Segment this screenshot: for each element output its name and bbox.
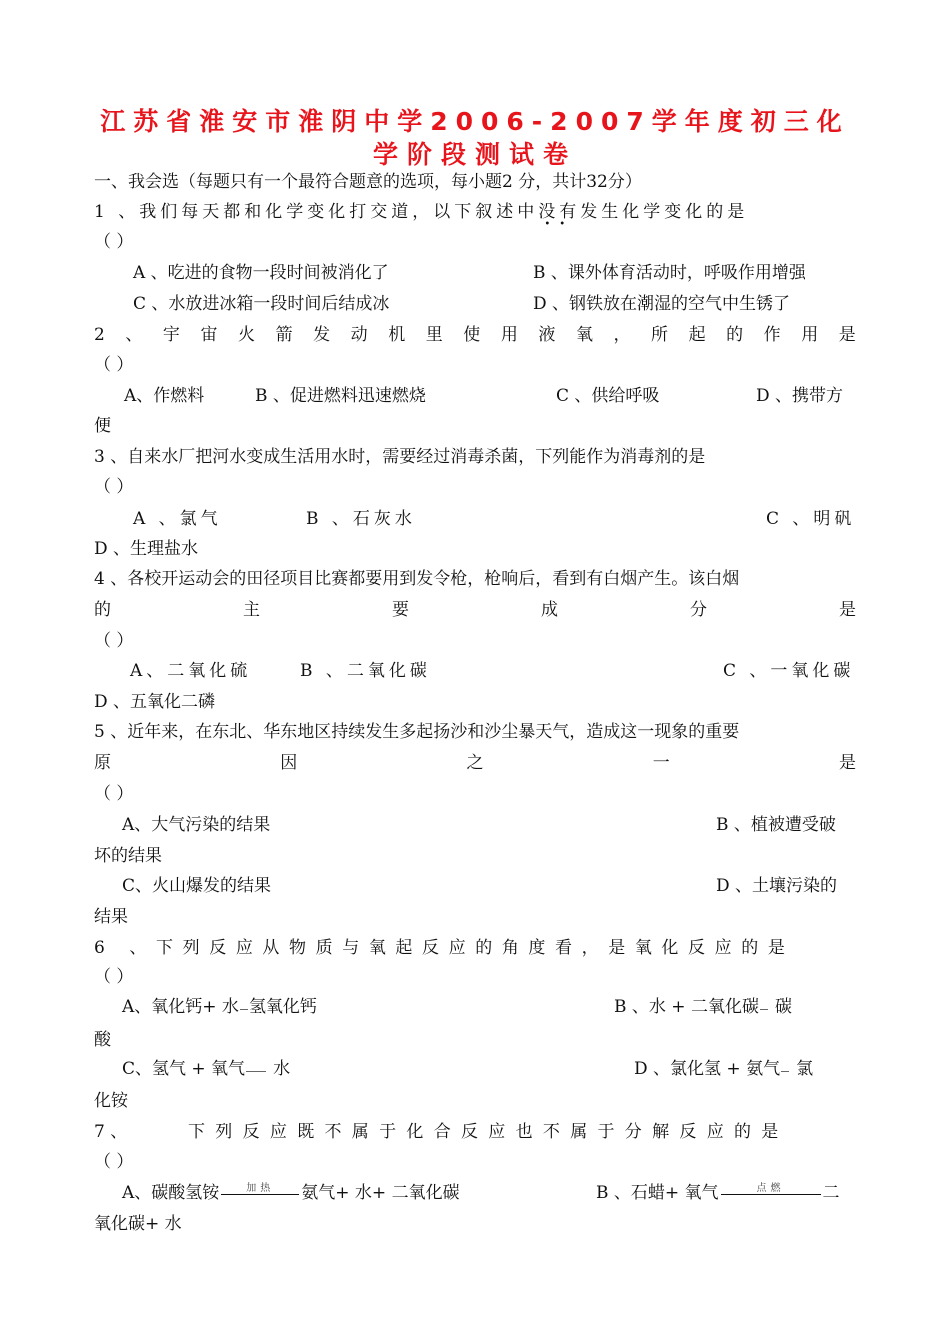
q4-option-d: D 、五氧化二磷 [94,692,216,712]
q1-option-d: D 、钢铁放在潮湿的空气中生锈了 [533,294,791,314]
question-2-stem: 2 、 宇 宙 火 箭 发 动 机 里 使 用 液 氧 ， 所 起 的 作 用 是 [94,325,856,345]
q2-option-b: B 、促进燃料迅速燃烧 [255,386,426,406]
q3-option-d: D 、生理盐水 [94,539,199,559]
question-5-stem: 5 、近年来，在东北、华东地区持续发生多起扬沙和沙尘暴天气，造成这一现象的重要 [94,722,740,742]
q6-option-d-cont: 化铵 [94,1091,128,1111]
q1-option-b: B 、课外体育活动时，呼吸作用增强 [533,263,806,283]
q6-b-products: 碳 [774,997,792,1017]
q6-b-reactants: B 、水 + 二氧化碳 [614,997,759,1017]
q2-option-d-cont: 便 [94,416,111,436]
q6-d-reactants: D 、氯化氢 + 氨气 [634,1059,781,1079]
q6-option-d [634,1059,813,1079]
q6-d-products: 氯 [796,1059,814,1079]
q6-option-c [122,1059,290,1079]
q6-c-products: 水 [273,1059,291,1079]
q3-option-b: B 、石灰水 [306,509,416,529]
title-line-1: 江苏省淮安市淮阴中学2006-2007学年度初三化 [100,107,850,136]
question-6-stem: 6 、下列反应从物质与氧起反应的角度看，是氧化反应的是 [94,938,795,958]
q4-option-c: C 、一氧化碳 [723,661,855,681]
q7-option-b [596,1183,840,1203]
q1-option-c: C 、水放进冰箱一段时间后结成冰 [133,294,390,314]
question-1-stem [94,202,749,230]
q6-c-reactants: C、氢气 + 氧气 [122,1059,246,1079]
q6-option-b [614,997,792,1017]
q5-option-a: A、大气污染的结果 [122,815,271,835]
q7-b-products: 二 [822,1183,840,1203]
q3-option-c: C 、明矾 [766,509,856,529]
question-4-stem: 4 、各校开运动会的田径项目比赛都要用到发令枪，枪响后，看到有白烟产生。该白烟 [94,569,740,589]
q3-blank: （ ） [94,477,134,497]
q7-blank: （ ） [94,1152,134,1172]
q1-blank: （ ） [94,232,134,252]
q6-a-reactants: A、氧化钙+ 水 [122,997,239,1017]
q1-emphasis: 没有 •• [538,202,581,230]
q7-a-reactants: A、碳酸氢铵 [122,1183,220,1203]
q5-option-d-cont: 结果 [94,907,128,927]
q4-option-b: B 、二氧化碳 [300,661,431,681]
section-heading: 一、我会选（每题只有一个最符合题意的选项，每小题2 分，共计32分） [94,172,642,192]
q6-option-a [122,997,317,1017]
reaction-condition: 加热 [246,1183,275,1194]
q2-option-d: D 、携带方 [756,386,844,406]
reaction-arrow-icon [221,1183,299,1203]
question-3-stem: 3 、自来水厂把河水变成生活用水时，需要经过消毒杀菌，下列能作为消毒剂的是 [94,447,706,467]
reaction-arrow-icon [239,997,249,1011]
q1-stem-after: 发生化学变化的是 [580,202,749,222]
q1-stem-before: 1 、我们每天都和化学变化打交道，以下叙述中 [94,202,539,222]
q5-option-b: B 、植被遭受破 [716,815,836,835]
title-line-2: 学阶段测试卷 [372,140,577,169]
q4-option-a: A、二氧化硫 [130,661,252,681]
q7-option-a [122,1183,460,1203]
reaction-arrow-icon [245,1059,267,1073]
reaction-arrow-icon [721,1183,821,1203]
q2-blank: （ ） [94,355,134,375]
question-7-stem: 下列反应既不属于化合反应也不属于分解反应的是 [188,1122,789,1142]
q6-a-products: 氢氧化钙 [248,997,317,1017]
q3-option-a: A 、氯气 [133,509,222,529]
q7-b-reactants: B 、石蜡+ 氧气 [596,1183,719,1203]
q6-blank: （ ） [94,967,134,987]
q6-option-b-cont: 酸 [94,1030,111,1050]
q2-option-a: A、作燃料 [124,386,205,406]
reaction-arrow-icon [759,997,769,1011]
q5-blank: （ ） [94,784,134,804]
q5-option-b-cont: 坏的结果 [94,846,162,866]
q2-option-c: C 、供给呼吸 [556,386,660,406]
question-7-num: 7 、 [94,1122,128,1142]
q5-option-c: C、火山爆发的结果 [122,876,272,896]
reaction-condition: 点燃 [756,1183,785,1194]
q7-a-products: 氨气+ 水+ 二氧化碳 [301,1183,460,1203]
q7-option-b-cont: 氧化碳+ 水 [94,1214,182,1234]
q5-option-d: D 、土壤污染的 [716,876,838,896]
question-5-stem-2: 原 因 之 一 是 [94,753,856,773]
q1-option-a: A 、吃进的食物一段时间被消化了 [133,263,389,283]
question-4-stem-2: 的 主 要 成 分 是 [94,600,856,620]
reaction-arrow-icon [780,1059,790,1073]
q4-blank: （ ） [94,631,134,651]
